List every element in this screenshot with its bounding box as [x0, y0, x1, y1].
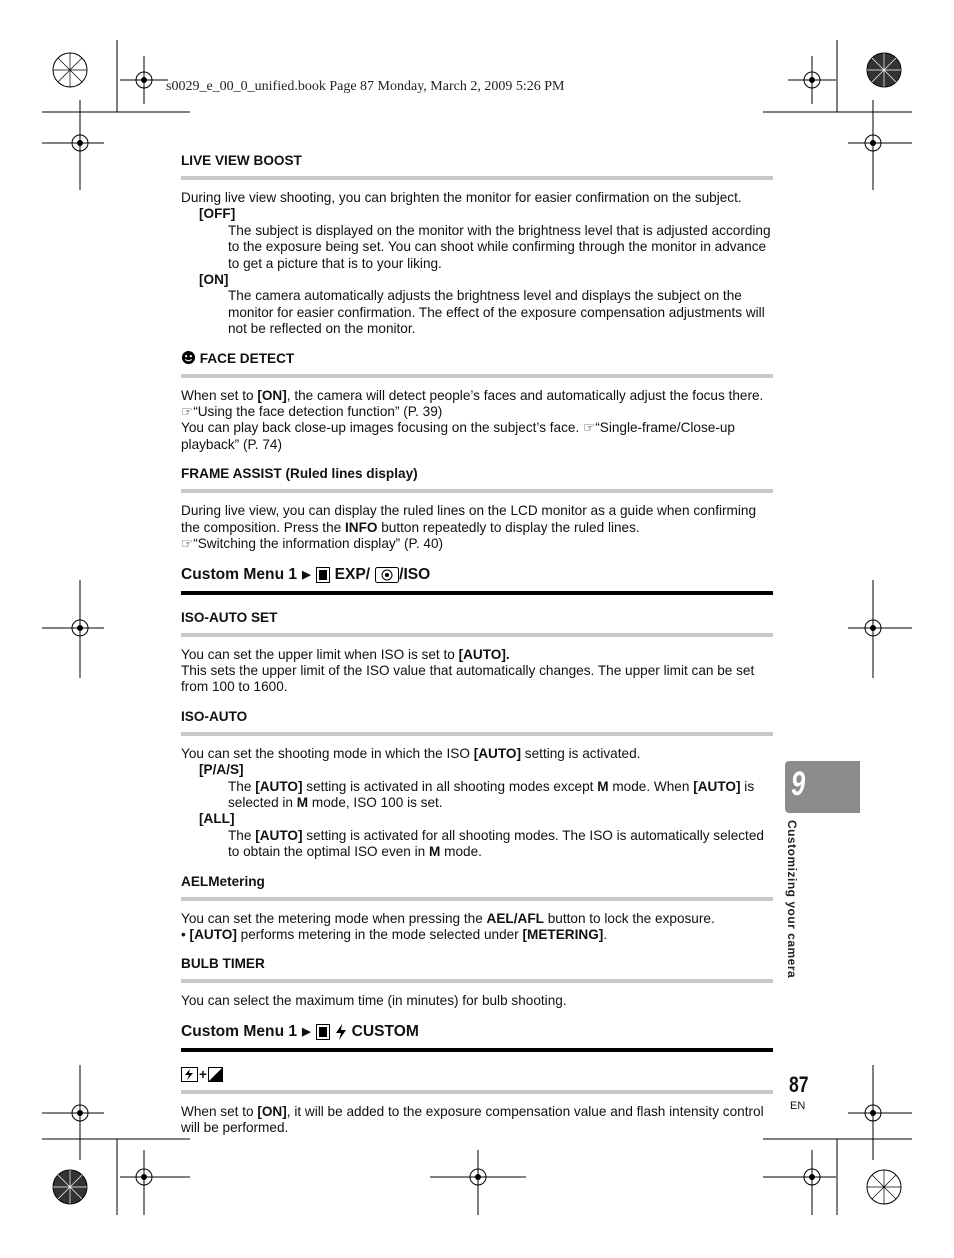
ael-metering-line1: You can set the metering mode when pressing the AEL/AFL button to lock the exposure. — [181, 910, 715, 926]
divider — [181, 489, 773, 493]
bulb-timer-text: You can select the maximum time (in minutes) for bulb shooting. — [181, 993, 567, 1009]
menu-tab-e-icon — [316, 1024, 330, 1040]
section-title-iso-auto: ISO-AUTO — [181, 708, 248, 724]
section-title-flash-exp-comp: + — [181, 1066, 773, 1084]
iso-auto-set-line2: This sets the upper limit of the ISO value that automatically changes. The upper limit can be set from 100 to 1600. — [181, 662, 755, 695]
option-all-desc: The [AUTO] setting is activated for all shooting modes. The ISO is automatically selected to obtain the optimal ISO even in M mode. — [228, 827, 764, 860]
face-detect-title: FACE DETECT — [199, 350, 295, 366]
reference-icon: ☞ — [181, 536, 194, 552]
option-pas-label: [P/A/S] — [199, 762, 244, 778]
divider — [181, 374, 773, 378]
chapter-tab — [785, 761, 860, 813]
section-title-bulb-timer: BULB TIMER — [181, 956, 265, 972]
menu-tab-d-icon — [316, 567, 330, 583]
section-title-ael-metering: AELMetering — [181, 873, 265, 889]
section-title-live-view-boost: LIVE VIEW BOOST — [181, 153, 302, 168]
frame-assist-ref: ☞“Switching the information display” (P. 40) — [181, 536, 444, 552]
option-off-desc: The subject is displayed on the monitor with the brightness level that is adjusted according to the exposure being set. You can shoot while confirming through the monitor in advance to get a picture that is to your liking. — [228, 222, 771, 271]
metering-icon — [375, 567, 399, 583]
divider — [181, 633, 773, 637]
frame-assist-text: During live view, you can display the ruled lines on the LCD monitor as a guide when confirming the composition. Press the INFO button repeatedly to display the ruled lines. — [181, 503, 757, 535]
flash-icon — [335, 1024, 347, 1040]
page-number: 87 — [789, 1072, 809, 1097]
menu-heading-custom: Custom Menu 1 ▶ CUSTOM — [181, 1022, 419, 1040]
section-title-face-detect — [181, 350, 773, 368]
divider — [181, 176, 773, 180]
option-pas-desc: The [AUTO] setting is activated in all shooting modes except M mode. When [AUTO] is selected in M mode, ISO 100 is set. — [228, 778, 755, 810]
face-detect-icon — [181, 350, 196, 365]
option-off-label: [OFF] — [199, 206, 236, 222]
iso-auto-set-line1: You can set the upper limit when ISO is set to [AUTO]. — [181, 646, 510, 662]
face-detect-ref1: ☞“Using the face detection function” (P. 39) — [181, 404, 443, 420]
page-content — [181, 152, 773, 1137]
option-on-desc: The camera automatically adjusts the brightness level and displays the subject on the monitor for easier confirmation. The effect of the exposure compensation adjustments will not be reflected on the monitor. — [228, 288, 765, 337]
option-all-label: [ALL] — [199, 811, 235, 827]
chapter-number: 9 — [791, 765, 806, 803]
exposure-compensation-icon — [208, 1067, 223, 1082]
live-view-boost-intro: During live view shooting, you can brighten the monitor for easier confirmation on the subject. — [181, 190, 742, 205]
arrow-right-icon: ▶ — [302, 1025, 311, 1038]
reference-icon: ☞ — [181, 404, 194, 420]
ael-metering-bullet: • [AUTO] performs metering in the mode selected under [METERING]. — [181, 926, 608, 942]
iso-auto-intro: You can set the shooting mode in which the ISO [AUTO] setting is activated. — [181, 745, 641, 761]
divider-bold — [181, 591, 773, 595]
chapter-title: Customizing your camera — [785, 820, 799, 979]
flash-exp-text: When set to [ON], it will be added to the exposure compensation value and flash intensity control will be performed. — [181, 1103, 764, 1136]
arrow-right-icon: ▶ — [302, 568, 311, 581]
section-title-iso-auto-set: ISO-AUTO SET — [181, 609, 278, 625]
divider — [181, 732, 773, 736]
divider — [181, 897, 773, 901]
section-title-frame-assist: FRAME ASSIST (Ruled lines display) — [181, 466, 418, 482]
option-on-label: [ON] — [199, 272, 229, 288]
divider — [181, 979, 773, 983]
divider — [181, 1090, 773, 1094]
face-detect-line2: You can play back close-up images focusing on the subject’s face. ☞“Single-frame/Close-up playback” (P. 74) — [181, 420, 735, 452]
face-detect-line1: When set to [ON], the camera will detect people’s faces and automatically adjust the focus there. — [181, 387, 764, 403]
file-header: s0029_e_00_0_unified.book Page 87 Monday, March 2, 2009 5:26 PM — [166, 79, 565, 94]
divider-bold — [181, 1048, 773, 1052]
flash-compensation-icon — [181, 1067, 198, 1082]
menu-heading-exp-iso: Custom Menu 1 ▶ EXP/ /ISO — [181, 565, 431, 583]
page-language: EN — [790, 1100, 806, 1112]
reference-icon: ☞ — [583, 420, 596, 436]
